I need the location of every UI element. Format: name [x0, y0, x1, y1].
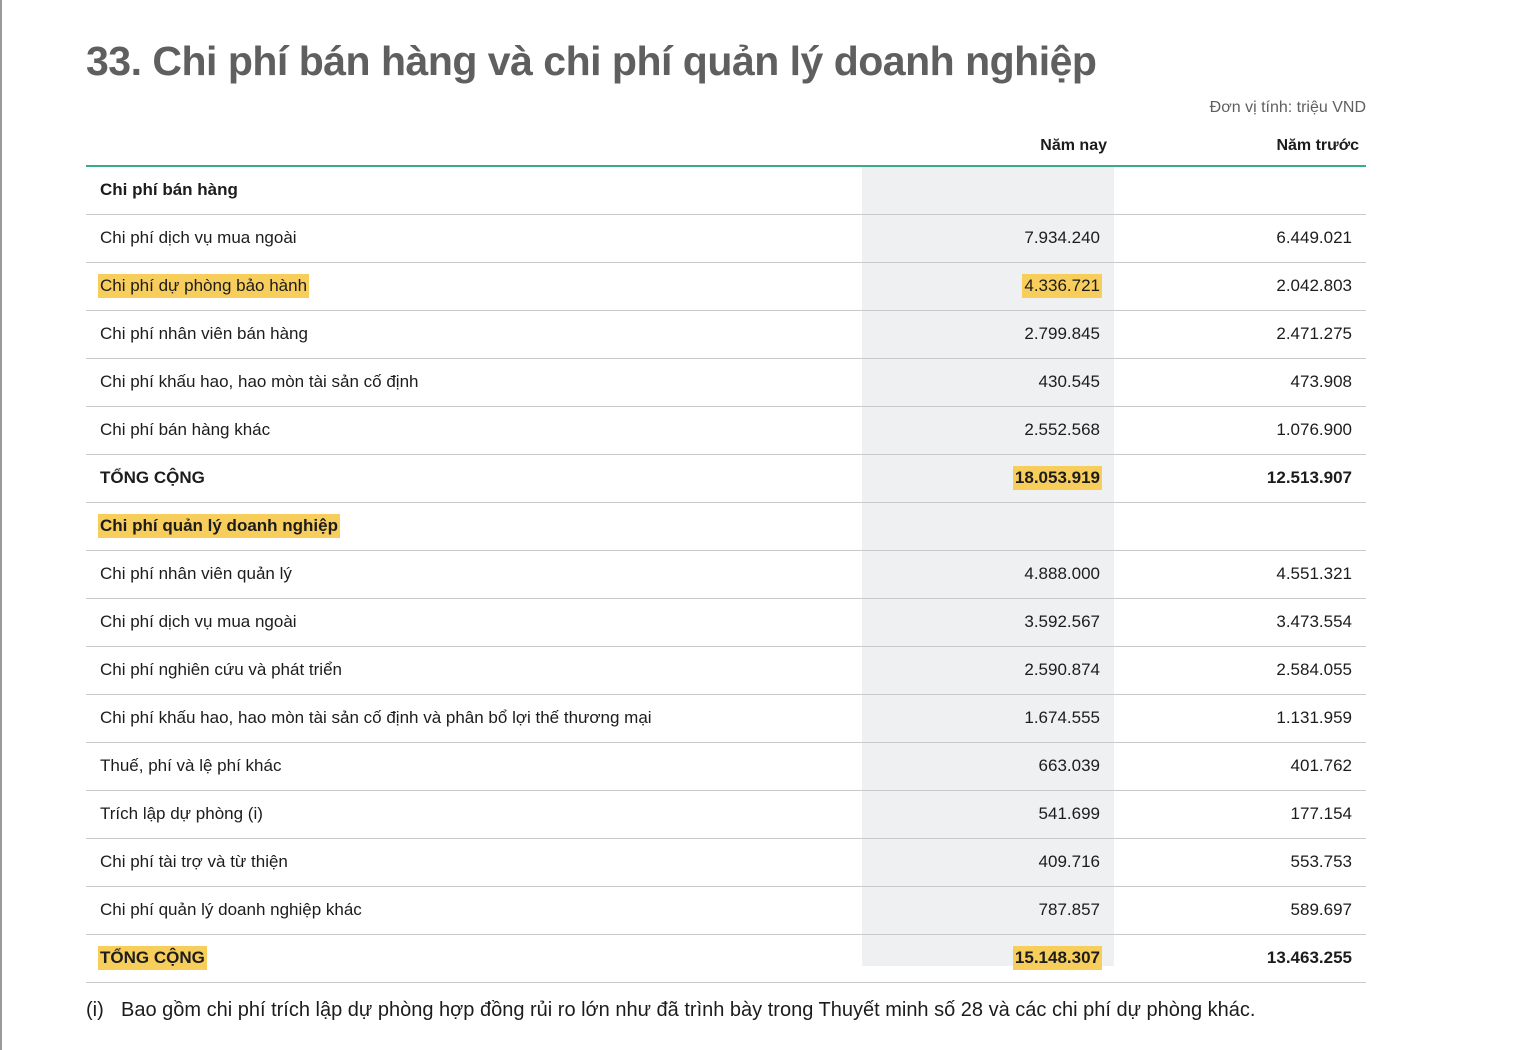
- previous-year-value: 3.473.554: [1276, 612, 1352, 631]
- previous-year-value: 2.471.275: [1276, 324, 1352, 343]
- previous-year-value: 1.076.900: [1276, 420, 1352, 439]
- current-year-value: 409.716: [1038, 852, 1100, 871]
- table-row: [86, 215, 1366, 263]
- table-row: [86, 647, 1366, 695]
- row-label: Chi phí tài trợ và từ thiện: [100, 852, 288, 871]
- previous-year-value: 177.154: [1290, 804, 1352, 823]
- row-label: Chi phí khấu hao, hao mòn tài sản cố định và phân bổ lợi thế thương mại: [100, 708, 652, 727]
- table-row: [86, 695, 1366, 743]
- table-row: [86, 791, 1366, 839]
- table-row: [86, 887, 1366, 935]
- previous-year-value: 2.584.055: [1276, 660, 1352, 679]
- current-year-value: 3.592.567: [1024, 612, 1100, 631]
- previous-year-value: 4.551.321: [1276, 564, 1352, 583]
- total-row-selling: [86, 455, 1366, 503]
- row-label: Chi phí nhân viên bán hàng: [100, 324, 308, 343]
- current-year-value: 4.888.000: [1024, 564, 1100, 583]
- page-edge: [0, 0, 2, 1050]
- page-title: 33. Chi phí bán hàng và chi phí quản lý doanh nghiệp: [86, 38, 1097, 84]
- table-row: [86, 743, 1366, 791]
- footnote-marker: (i): [86, 999, 104, 1021]
- row-label: Thuế, phí và lệ phí khác: [100, 756, 282, 775]
- column-header-previous-year: Năm trước: [1276, 137, 1359, 154]
- current-year-total: 15.148.307: [1013, 946, 1102, 970]
- table-row: [86, 311, 1366, 359]
- previous-year-value: 401.762: [1290, 756, 1352, 775]
- table-row: [86, 839, 1366, 887]
- table-row: [86, 407, 1366, 455]
- previous-year-total: 13.463.255: [1266, 948, 1352, 967]
- previous-year-total: 12.513.907: [1266, 468, 1352, 487]
- row-label: Chi phí bán hàng khác: [100, 420, 271, 439]
- table-row: [86, 599, 1366, 647]
- row-label: Chi phí dự phòng bảo hành: [98, 274, 309, 298]
- current-year-value: 1.674.555: [1024, 708, 1100, 727]
- current-year-total: 18.053.919: [1013, 466, 1102, 490]
- current-year-value: 4.336.721: [1022, 274, 1102, 298]
- table-row-highlighted: [86, 263, 1366, 311]
- section-heading-admin-expenses: [86, 503, 1366, 551]
- row-label: Chi phí nhân viên quản lý: [100, 564, 292, 583]
- row-label: Chi phí khấu hao, hao mòn tài sản cố định: [100, 372, 419, 391]
- row-label: Chi phí dịch vụ mua ngoài: [100, 612, 297, 631]
- current-year-value: 2.590.874: [1024, 660, 1100, 679]
- current-year-value: 541.699: [1038, 804, 1100, 823]
- current-year-value: 663.039: [1038, 756, 1100, 775]
- current-year-value: 7.934.240: [1024, 228, 1100, 247]
- row-label: TỔNG CỘNG: [100, 468, 205, 487]
- previous-year-value: 6.449.021: [1276, 228, 1352, 247]
- footnote-text: Bao gồm chi phí trích lập dự phòng hợp đồng rủi ro lớn như đã trình bày trong Thuyết minh số 28 và các chi phí dự phòng khác.: [121, 999, 1256, 1021]
- total-row-admin: [86, 935, 1366, 983]
- section-heading-selling-expenses: [86, 167, 1366, 215]
- current-year-value: 2.552.568: [1024, 420, 1100, 439]
- expense-table: [86, 128, 1366, 983]
- table-header: [86, 128, 1366, 167]
- row-label: TỔNG CỘNG: [98, 946, 207, 970]
- row-label: Chi phí quản lý doanh nghiệp khác: [100, 900, 362, 919]
- table-row: [86, 551, 1366, 599]
- previous-year-value: 1.131.959: [1276, 708, 1352, 727]
- row-label: Chi phí dịch vụ mua ngoài: [100, 228, 297, 247]
- footnote: [86, 999, 1376, 1022]
- current-year-value: 2.799.845: [1024, 324, 1100, 343]
- previous-year-value: 589.697: [1290, 900, 1352, 919]
- previous-year-value: 2.042.803: [1276, 276, 1352, 295]
- row-label: Chi phí nghiên cứu và phát triển: [100, 660, 342, 679]
- row-label: Chi phí quản lý doanh nghiệp: [98, 514, 340, 538]
- table-row: [86, 359, 1366, 407]
- current-year-value: 787.857: [1038, 900, 1100, 919]
- unit-note: Đơn vị tính: triệu VND: [1209, 99, 1366, 116]
- current-year-value: 430.545: [1038, 372, 1100, 391]
- row-label: Chi phí bán hàng: [100, 180, 238, 199]
- column-header-current-year: Năm nay: [1040, 137, 1107, 154]
- row-label: Trích lập dự phòng (i): [100, 804, 263, 823]
- previous-year-value: 553.753: [1290, 852, 1352, 871]
- previous-year-value: 473.908: [1290, 372, 1352, 391]
